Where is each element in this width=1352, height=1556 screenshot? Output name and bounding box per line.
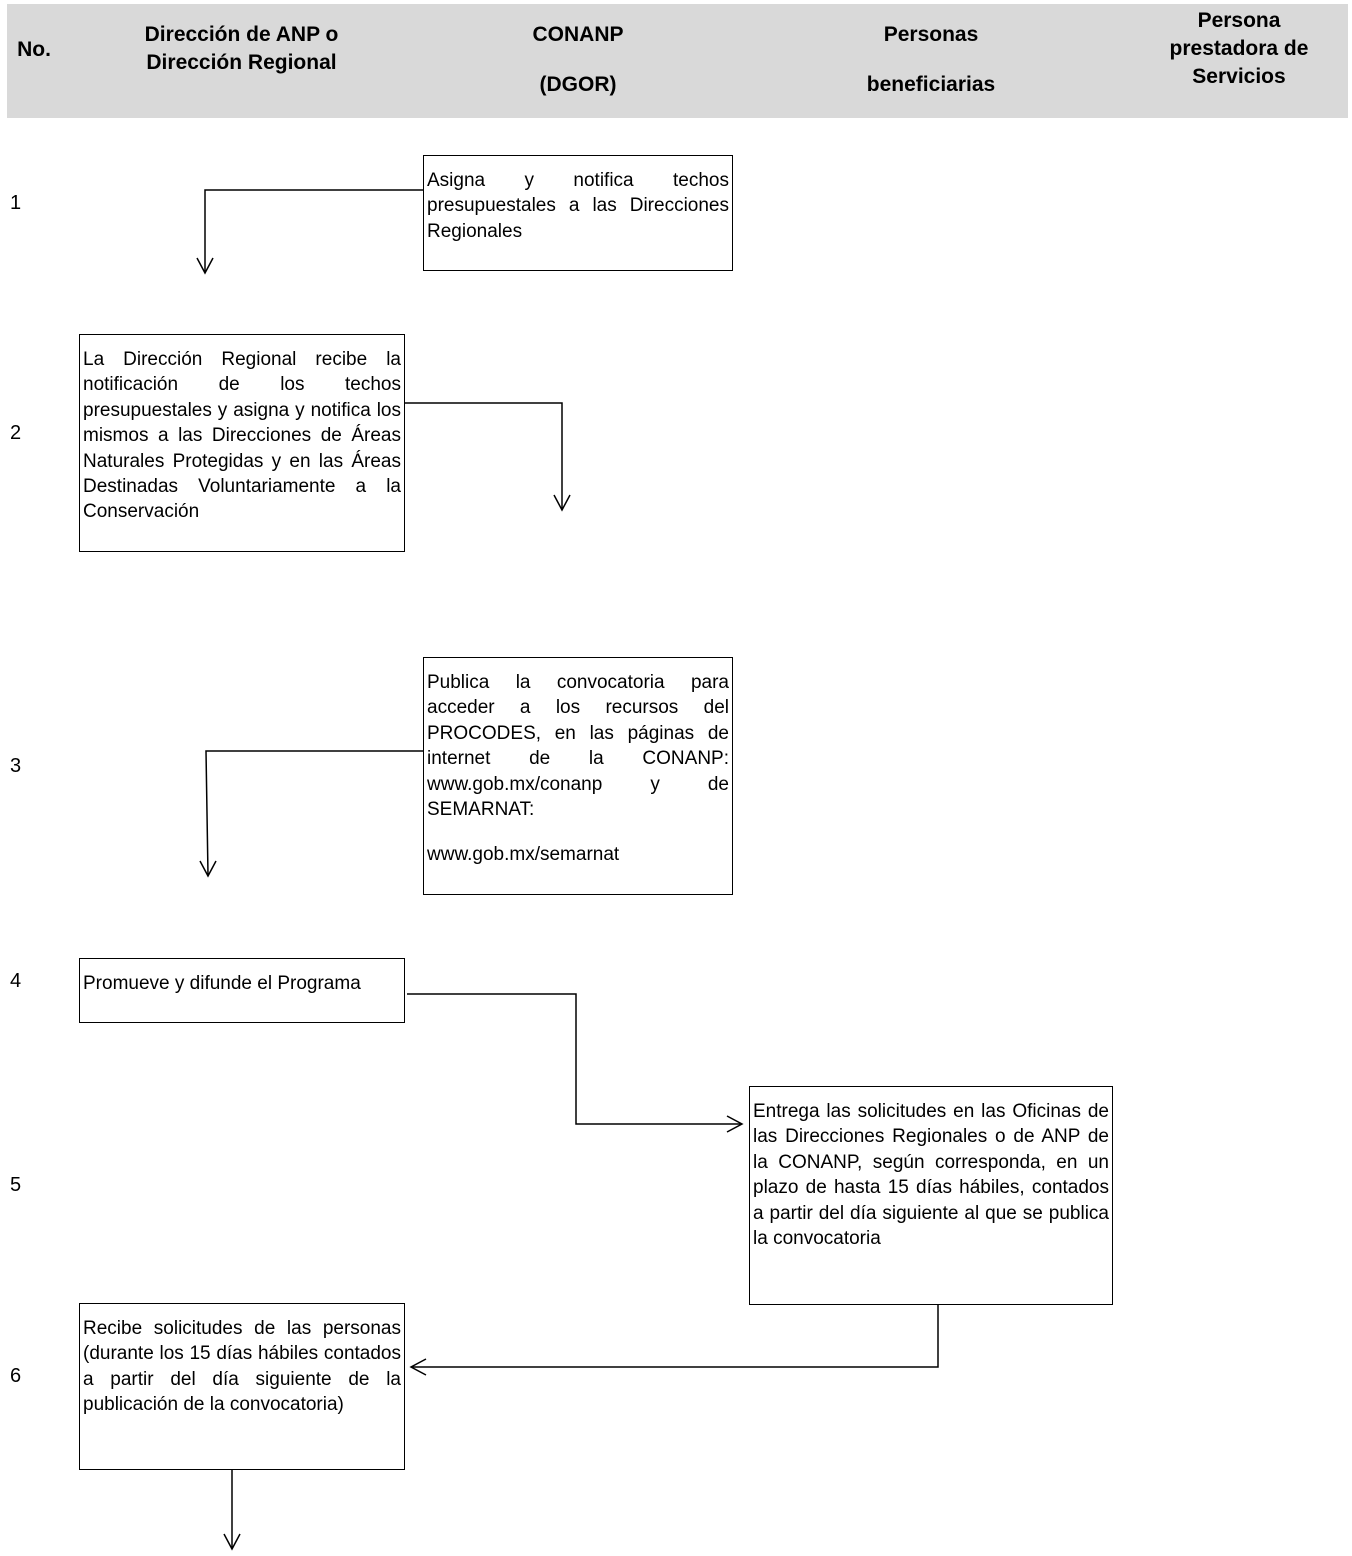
step-number-1: 1 <box>10 192 22 214</box>
step-1-text: Asigna y notifica techos presupuestales a las Direcciones Regionales <box>427 170 729 242</box>
step-3-text: Publica la convocatoria para acceder a los recursos del PROCODES, en las páginas de internet de la CONANP: www.gob.mx/conanp y de SEMARNAT: <box>427 672 729 821</box>
header-col-prestadora: Persona prestadora de Servicios <box>1169 9 1309 88</box>
connector-1-to-2 <box>205 190 423 272</box>
step-number-4: 4 <box>10 970 22 992</box>
header-col-conanp: CONANP (DGOR) <box>532 23 624 96</box>
step-number-3: 3 <box>10 755 22 777</box>
connector-2-to-3 <box>405 403 562 509</box>
step-2-text: La Dirección Regional recibe la notificación de los techos presupuestales y asigna y notifica los mismos a las Direcciones de Áreas Naturales Protegidas y en las Áreas Destinadas Voluntariamente a la Conservación <box>83 349 401 523</box>
connector-3-to-4 <box>206 751 423 875</box>
connector-4-to-5 <box>407 994 741 1124</box>
step-5-text: Entrega las solicitudes en las Oficinas de las Direcciones Regionales o de ANP de la CONANP, según corresponda, en un plazo de hasta 15 días hábiles, contados a partir del día siguiente al que se publica la convocatoria <box>753 1101 1109 1250</box>
step-3-url: www.gob.mx/semarnat <box>427 844 620 866</box>
step-number-2: 2 <box>10 422 22 444</box>
header-col-beneficiarias: Personas beneficiarias <box>866 23 996 96</box>
step-number-6: 6 <box>10 1365 22 1387</box>
step-number-5: 5 <box>10 1174 22 1196</box>
header-no: No. <box>17 38 51 61</box>
step-4-text: Promueve y difunde el Programa <box>83 973 361 994</box>
step-6-text: Recibe solicitudes de las personas (durante los 15 días hábiles contados a partir del día siguiente de la publicación de la convocatoria) <box>83 1318 401 1416</box>
connector-5-to-6 <box>412 1305 938 1367</box>
header-col-anp: Dirección de ANP o Dirección Regional <box>144 23 339 74</box>
